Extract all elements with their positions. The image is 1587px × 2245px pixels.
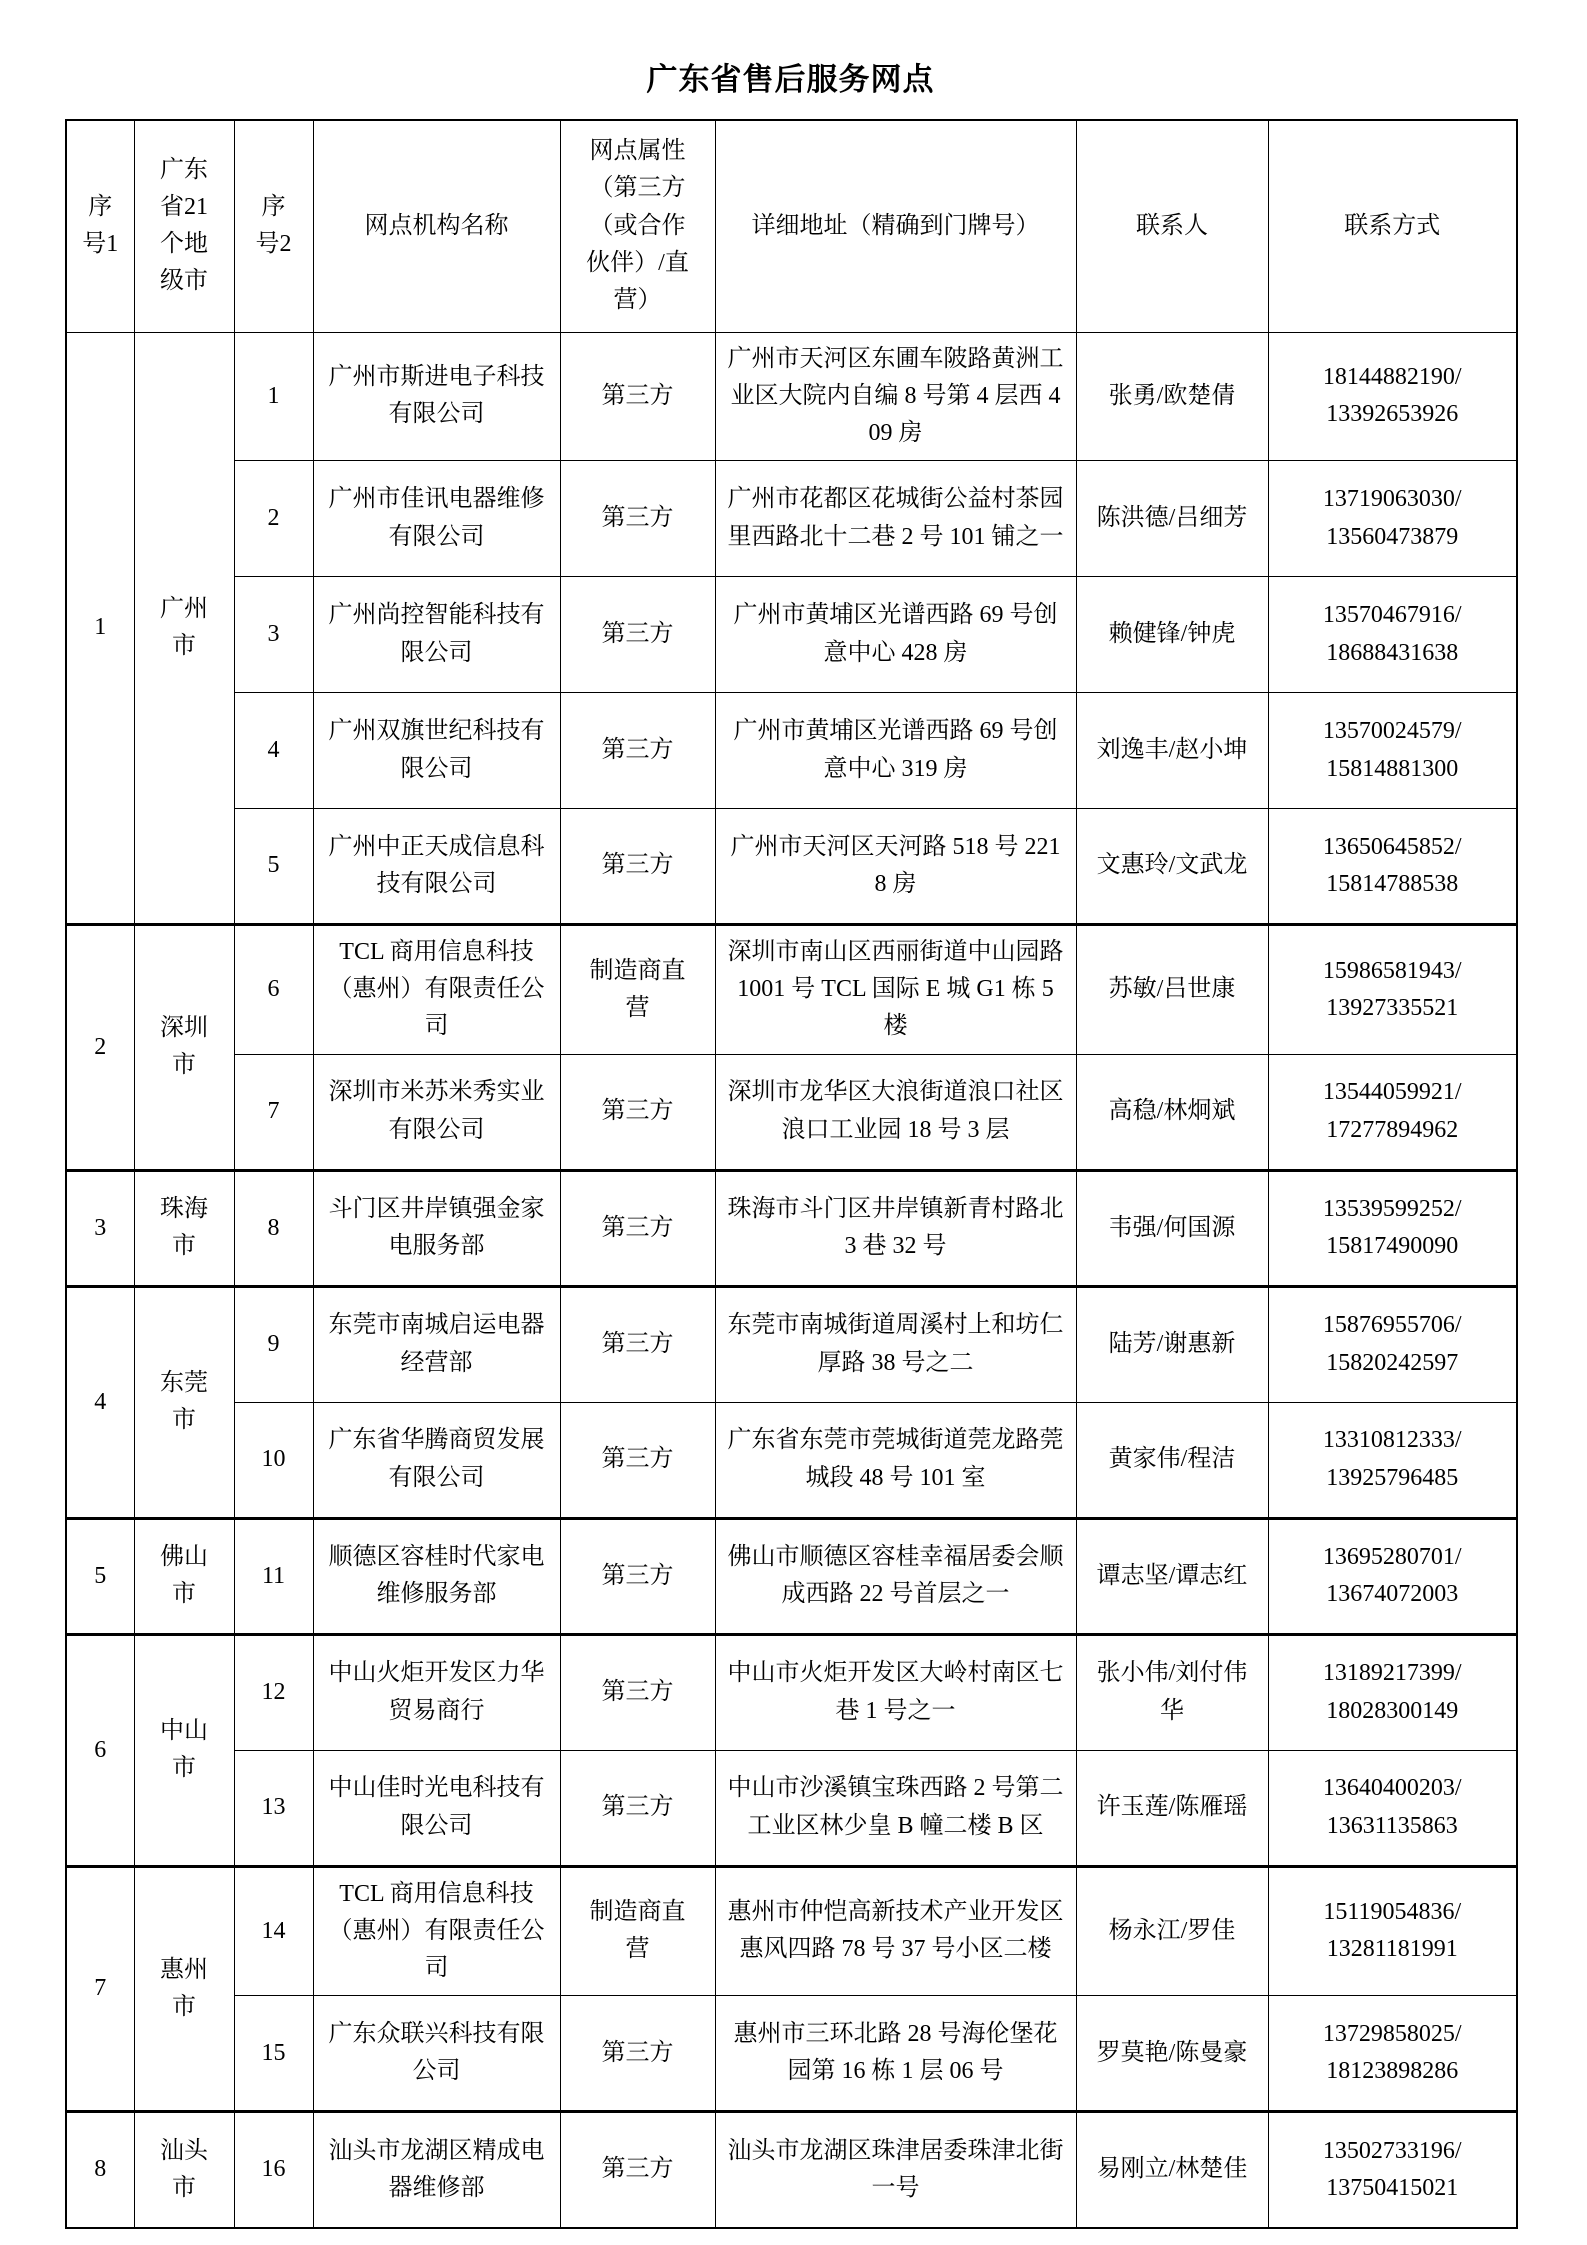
cell-address: 广州市黄埔区光谱西路 69 号创意中心 428 房 <box>715 577 1076 693</box>
phone-line: 15814788538 <box>1326 871 1459 898</box>
cell-city: 汕头市 <box>134 2112 234 2228</box>
cell-seq2: 3 <box>234 577 313 693</box>
cell-seq2: 1 <box>234 332 313 461</box>
cell-seq2: 11 <box>234 1518 313 1634</box>
cell-city: 东莞市 <box>134 1286 234 1518</box>
cell-type: 第三方 <box>560 693 715 809</box>
cell-address: 深圳市龙华区大浪街道浪口社区浪口工业园 18 号 3 层 <box>715 1054 1076 1170</box>
cell-contact: 易刚立/林楚佳 <box>1076 2112 1268 2228</box>
column-header-seq1: 序号1 <box>66 120 134 332</box>
cell-city: 深圳市 <box>134 925 234 1171</box>
cell-org-name: TCL 商用信息科技（惠州）有限责任公司 <box>313 1866 560 1996</box>
cell-seq2: 4 <box>234 693 313 809</box>
cell-city: 中山市 <box>134 1634 234 1866</box>
cell-org-name: 东莞市南城启运电器经营部 <box>313 1286 560 1402</box>
cell-seq2: 14 <box>234 1866 313 1996</box>
phone-line: 15817490090 <box>1326 1233 1459 1260</box>
phone-line: 15876955706/ <box>1322 1312 1462 1339</box>
cell-address: 广州市花都区花城街公益村茶园里西路北十二巷 2 号 101 铺之一 <box>715 461 1076 577</box>
cell-contact: 陈洪德/吕细芳 <box>1076 461 1268 577</box>
cell-city: 珠海市 <box>134 1170 234 1286</box>
cell-type: 第三方 <box>560 332 715 461</box>
cell-type: 制造商直营 <box>560 925 715 1055</box>
cell-contact: 陆芳/谢惠新 <box>1076 1286 1268 1402</box>
cell-group-seq: 1 <box>66 332 134 925</box>
phone-line: 13570467916/ <box>1322 602 1462 629</box>
cell-phone <box>1268 1054 1517 1170</box>
column-header-name: 网点机构名称 <box>313 120 560 332</box>
cell-city: 惠州市 <box>134 1866 234 2112</box>
phone-line: 15820242597 <box>1326 1349 1459 1376</box>
phone-line: 13560473879 <box>1326 523 1459 550</box>
table-row <box>66 1866 1517 1996</box>
cell-group-seq: 6 <box>66 1634 134 1866</box>
cell-type: 第三方 <box>560 809 715 925</box>
cell-group-seq: 2 <box>66 925 134 1171</box>
cell-type: 第三方 <box>560 1996 715 2112</box>
cell-type: 第三方 <box>560 1634 715 1750</box>
cell-contact: 文惠玲/文武龙 <box>1076 809 1268 925</box>
cell-contact: 张勇/欧楚倩 <box>1076 332 1268 461</box>
phone-line: 13674072003 <box>1326 1581 1459 1608</box>
cell-org-name: 顺德区容桂时代家电维修服务部 <box>313 1518 560 1634</box>
cell-seq2: 10 <box>234 1402 313 1518</box>
cell-contact: 刘逸丰/赵小坤 <box>1076 693 1268 809</box>
phone-line: 13750415021 <box>1326 2174 1459 2201</box>
cell-group-seq: 3 <box>66 1170 134 1286</box>
header-row <box>66 120 1517 332</box>
cell-seq2: 15 <box>234 1996 313 2112</box>
cell-address: 珠海市斗门区井岸镇新青村路北 3 巷 32 号 <box>715 1170 1076 1286</box>
cell-type: 第三方 <box>560 1402 715 1518</box>
cell-phone <box>1268 809 1517 925</box>
cell-org-name: 广东众联兴科技有限公司 <box>313 1996 560 2112</box>
cell-address: 中山市火炬开发区大岭村南区七巷 1 号之一 <box>715 1634 1076 1750</box>
phone-line: 15814881300 <box>1326 755 1459 782</box>
cell-seq2: 9 <box>234 1286 313 1402</box>
cell-org-name: 广州中正天成信息科技有限公司 <box>313 809 560 925</box>
cell-contact: 高稳/林炯斌 <box>1076 1054 1268 1170</box>
cell-address: 惠州市仲恺高新技术产业开发区惠风四路 78 号 37 号小区二楼 <box>715 1866 1076 1996</box>
cell-phone <box>1268 693 1517 809</box>
cell-address: 汕头市龙湖区珠津居委珠津北街一号 <box>715 2112 1076 2228</box>
cell-seq2: 6 <box>234 925 313 1055</box>
cell-contact: 赖健锋/钟虎 <box>1076 577 1268 693</box>
cell-org-name: 斗门区井岸镇强金家电服务部 <box>313 1170 560 1286</box>
table-header <box>66 120 1517 332</box>
cell-city: 佛山市 <box>134 1518 234 1634</box>
table-row <box>66 693 1517 809</box>
table-row <box>66 577 1517 693</box>
phone-line: 13729858025/ <box>1322 2021 1462 2047</box>
cell-type: 制造商直营 <box>560 1866 715 1996</box>
cell-org-name: 广州尚控智能科技有限公司 <box>313 577 560 693</box>
cell-seq2: 5 <box>234 809 313 925</box>
column-header-type: 网点属性（第三方（或合作伙伴）/直营） <box>560 120 715 332</box>
cell-type: 第三方 <box>560 461 715 577</box>
document-sheet <box>65 54 1516 2229</box>
cell-group-seq: 8 <box>66 2112 134 2228</box>
table-row <box>66 1402 1517 1518</box>
cell-type: 第三方 <box>560 1286 715 1402</box>
cell-seq2: 12 <box>234 1634 313 1750</box>
phone-line: 15119054836/ <box>1323 1899 1462 1926</box>
cell-phone <box>1268 1634 1517 1750</box>
table-row <box>66 2112 1517 2228</box>
cell-contact: 张小伟/刘付伟华 <box>1076 1634 1268 1750</box>
cell-group-seq: 4 <box>66 1286 134 1518</box>
cell-seq2: 7 <box>234 1054 313 1170</box>
table-row <box>66 1750 1517 1866</box>
table-row <box>66 1054 1517 1170</box>
cell-contact: 杨永江/罗佳 <box>1076 1866 1268 1996</box>
cell-type: 第三方 <box>560 1054 715 1170</box>
cell-group-seq: 7 <box>66 1866 134 2112</box>
phone-line: 18028300149 <box>1326 1697 1459 1724</box>
column-header-city: 广东省21个地级市 <box>134 120 234 332</box>
cell-phone <box>1268 1286 1517 1402</box>
cell-contact: 韦强/何国源 <box>1076 1170 1268 1286</box>
cell-phone <box>1268 1750 1517 1866</box>
phone-line: 13640400203/ <box>1322 1775 1462 1802</box>
cell-org-name: TCL 商用信息科技（惠州）有限责任公司 <box>313 925 560 1055</box>
phone-line: 13539599252/ <box>1322 1195 1462 1222</box>
phone-line: 13650645852/ <box>1322 833 1462 860</box>
table-row <box>66 809 1517 925</box>
cell-address: 东莞市南城街道周溪村上和坊仁厚路 38 号之二 <box>715 1286 1076 1402</box>
cell-type: 第三方 <box>560 1750 715 1866</box>
cell-contact: 苏敏/吕世康 <box>1076 925 1268 1055</box>
phone-line: 13631135863 <box>1326 1812 1458 1839</box>
cell-org-name: 广州市佳讯电器维修有限公司 <box>313 461 560 577</box>
cell-address: 广东省东莞市莞城街道莞龙路莞城段 48 号 101 室 <box>715 1402 1076 1518</box>
table-row <box>66 332 1517 461</box>
phone-line: 13544059921/ <box>1322 1079 1462 1106</box>
cell-org-name: 中山火炬开发区力华贸易商行 <box>313 1634 560 1750</box>
cell-address: 惠州市三环北路 28 号海伦堡花园第 16 栋 1 层 06 号 <box>715 1996 1076 2112</box>
column-header-phone: 联系方式 <box>1268 120 1517 332</box>
cell-group-seq: 5 <box>66 1518 134 1634</box>
cell-address: 广州市黄埔区光谱西路 69 号创意中心 319 房 <box>715 693 1076 809</box>
phone-line: 13310812333/ <box>1322 1427 1462 1454</box>
cell-org-name: 广东省华腾商贸发展有限公司 <box>313 1402 560 1518</box>
cell-contact: 许玉莲/陈雁瑶 <box>1076 1750 1268 1866</box>
cell-type: 第三方 <box>560 1518 715 1634</box>
cell-phone <box>1268 461 1517 577</box>
phone-line: 13695280701/ <box>1322 1543 1462 1570</box>
cell-org-name: 中山佳时光电科技有限公司 <box>313 1750 560 1866</box>
phone-line: 13925796485 <box>1326 1464 1459 1491</box>
cell-phone <box>1268 1996 1517 2112</box>
phone-line: 18688431638 <box>1326 639 1459 666</box>
phone-line: 13502733196/ <box>1322 2137 1462 2164</box>
cell-address: 广州市天河区天河路 518 号 2218 房 <box>715 809 1076 925</box>
cell-org-name: 广州双旗世纪科技有限公司 <box>313 693 560 809</box>
cell-org-name: 深圳市米苏米秀实业有限公司 <box>313 1054 560 1170</box>
table-row <box>66 925 1517 1055</box>
phone-line: 18123898286 <box>1326 2058 1459 2085</box>
cell-contact: 谭志坚/谭志红 <box>1076 1518 1268 1634</box>
cell-phone <box>1268 1518 1517 1634</box>
table-row <box>66 461 1517 577</box>
phone-line: 13189217399/ <box>1322 1660 1462 1687</box>
table-row <box>66 1634 1517 1750</box>
cell-phone <box>1268 577 1517 693</box>
phone-line: 18144882190/ <box>1322 364 1462 391</box>
cell-city: 广州市 <box>134 332 234 925</box>
cell-org-name: 汕头市龙湖区精成电器维修部 <box>313 2112 560 2228</box>
phone-line: 13392653926 <box>1326 401 1459 428</box>
cell-contact: 罗莫艳/陈曼豪 <box>1076 1996 1268 2112</box>
phone-line: 17277894962 <box>1326 1116 1459 1143</box>
cell-type: 第三方 <box>560 2112 715 2228</box>
phone-line: 13927335521 <box>1326 994 1459 1021</box>
cell-type: 第三方 <box>560 577 715 693</box>
cell-phone <box>1268 1866 1517 1996</box>
cell-address: 中山市沙溪镇宝珠西路 2 号第二工业区林少皇 B 幢二楼 B 区 <box>715 1750 1076 1866</box>
cell-type: 第三方 <box>560 1170 715 1286</box>
page-title: 广东省售后服务网点 <box>646 62 935 97</box>
table-body <box>66 332 1517 2228</box>
service-network-table <box>65 119 1518 2229</box>
table-row <box>66 1996 1517 2112</box>
column-header-contact: 联系人 <box>1076 120 1268 332</box>
cell-contact: 黄家伟/程洁 <box>1076 1402 1268 1518</box>
phone-line: 13719063030/ <box>1322 486 1462 513</box>
cell-phone <box>1268 1402 1517 1518</box>
cell-phone <box>1268 332 1517 461</box>
cell-address: 深圳市南山区西丽街道中山园路 1001 号 TCL 国际 E 城 G1 栋 5 楼 <box>715 925 1076 1055</box>
table-row <box>66 1170 1517 1286</box>
column-header-seq2: 序号2 <box>234 120 313 332</box>
cell-seq2: 13 <box>234 1750 313 1866</box>
cell-address: 佛山市顺德区容桂幸福居委会顺成西路 22 号首层之一 <box>715 1518 1076 1634</box>
phone-line: 15986581943/ <box>1322 957 1462 984</box>
phone-line: 13570024579/ <box>1322 718 1462 745</box>
table-row <box>66 1286 1517 1402</box>
cell-phone <box>1268 2112 1517 2228</box>
cell-seq2: 16 <box>234 2112 313 2228</box>
phone-line: 13281181991 <box>1326 1936 1458 1963</box>
table-row <box>66 1518 1517 1634</box>
cell-phone <box>1268 1170 1517 1286</box>
cell-org-name: 广州市斯进电子科技有限公司 <box>313 332 560 461</box>
cell-seq2: 8 <box>234 1170 313 1286</box>
cell-address: 广州市天河区东圃车陂路黄洲工业区大院内自编 8 号第 4 层西 409 房 <box>715 332 1076 461</box>
cell-phone <box>1268 925 1517 1055</box>
column-header-address: 详细地址（精确到门牌号） <box>715 120 1076 332</box>
cell-seq2: 2 <box>234 461 313 577</box>
